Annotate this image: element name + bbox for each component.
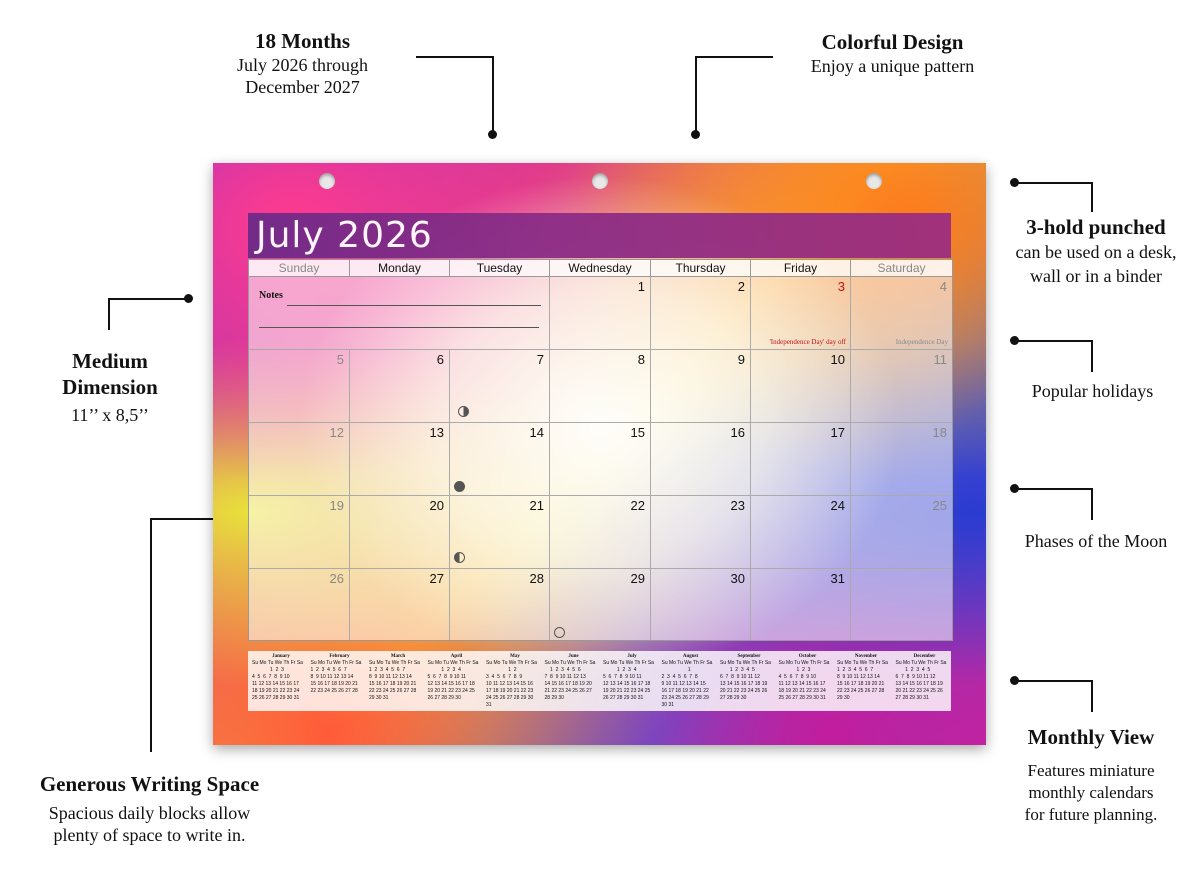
day-number: 8 <box>637 352 645 367</box>
leader-dot <box>1010 676 1019 685</box>
mini-month-row: 1 2 3 4 <box>427 667 461 673</box>
day-cell[interactable] <box>249 496 350 569</box>
day-number: 1 <box>637 279 645 294</box>
mini-month-row: Su Mo Tu We Th Fr Sa <box>486 660 537 666</box>
day-number: 27 <box>429 571 444 586</box>
mini-month <box>369 653 427 702</box>
mini-month-row: 27 28 29 30 31 <box>895 695 929 701</box>
mini-month-row: 14 15 16 17 18 19 20 <box>544 681 592 687</box>
day-cell[interactable] <box>350 569 450 640</box>
mini-month-row: 1 2 3 4 <box>603 667 637 673</box>
mini-month-row: 15 16 17 18 19 20 21 <box>837 681 885 687</box>
mini-month <box>486 653 544 709</box>
leader-line <box>1091 340 1093 372</box>
day-cell[interactable] <box>651 496 751 569</box>
callout-text: wall or in a binder <box>1030 266 1162 286</box>
mini-month-row: 16 17 18 19 20 21 22 <box>661 688 709 694</box>
day-cell[interactable] <box>450 569 550 640</box>
day-cell[interactable] <box>450 350 550 423</box>
day-number: 10 <box>830 352 845 367</box>
day-cell[interactable] <box>751 569 851 640</box>
mini-month-row: Su Mo Tu We Th Fr Sa <box>895 660 947 666</box>
leader-line <box>416 56 494 58</box>
day-header: Monday <box>350 260 450 277</box>
mini-month-row: 5 6 7 8 9 10 11 <box>603 674 642 680</box>
mini-month-row: 25 26 27 28 29 30 31 <box>252 695 300 701</box>
day-number: 11 <box>933 352 947 367</box>
mini-month-row: 4 5 6 7 8 9 10 <box>252 674 290 680</box>
leader-line <box>150 518 152 752</box>
day-cell[interactable] <box>249 569 350 640</box>
mini-month-row: 28 29 30 <box>544 695 564 701</box>
day-number: 29 <box>630 571 645 586</box>
mini-month-row: 1 2 3 4 5 6 <box>544 667 581 673</box>
day-header: Sunday <box>249 260 350 277</box>
mini-month-row: Su Mo Tu We Th Fr Sa <box>837 660 888 666</box>
day-cell[interactable] <box>550 496 651 569</box>
mini-month-row: 27 28 29 30 <box>720 695 747 701</box>
day-header: Wednesday <box>550 260 651 277</box>
mini-month-row: 26 27 28 29 30 <box>427 695 461 701</box>
day-number: 26 <box>329 571 344 586</box>
day-number: 16 <box>730 425 745 440</box>
callout-text: Phases of the Moon <box>1024 531 1168 551</box>
mini-month-row: 5 6 7 8 9 10 11 <box>427 674 467 680</box>
mini-month-row: 15 16 17 18 19 20 21 <box>369 681 417 687</box>
day-cell[interactable] <box>249 423 350 496</box>
day-number: 28 <box>529 571 544 586</box>
callout-text: for future planning. <box>1024 805 1158 824</box>
mini-month-row: 12 13 14 15 16 17 18 <box>427 681 475 687</box>
notes-line <box>287 305 541 306</box>
mini-month-row: 12 13 14 15 16 17 18 <box>603 681 651 687</box>
leader-dot <box>1010 484 1019 493</box>
callout-title: 18 Months <box>254 29 351 53</box>
mini-month-row: Su Mo Tu We Th Fr Sa <box>720 660 771 666</box>
leader-dot <box>1010 178 1019 187</box>
day-cell[interactable] <box>851 569 952 640</box>
mini-month-row: 1 2 3 4 5 <box>720 667 755 673</box>
mini-month-row: Su Mo Tu We Th Fr Sa <box>310 660 362 666</box>
leader-line <box>108 298 110 330</box>
leader-line <box>1091 680 1093 712</box>
day-cell[interactable] <box>651 350 751 423</box>
mini-calendar-strip <box>248 651 951 711</box>
day-cell[interactable] <box>751 350 851 423</box>
mini-month-row: 15 16 17 18 19 20 21 <box>310 681 358 687</box>
callout-text: Spacious daily blocks allow <box>48 803 251 823</box>
mini-month-row: 1 2 3 4 5 6 7 <box>369 667 406 673</box>
day-cell[interactable] <box>851 423 952 496</box>
mini-month-row: Su Mo Tu We Th Fr Sa <box>427 660 479 666</box>
month-header <box>248 213 951 258</box>
leader-line <box>492 56 494 134</box>
mini-month-row: 8 9 10 11 12 13 14 <box>310 674 354 680</box>
day-number: 6 <box>436 352 444 367</box>
callout-text: Popular holidays <box>1031 381 1154 401</box>
day-number: 20 <box>429 498 444 513</box>
callout-medium-dimension <box>40 348 180 426</box>
mini-month-row: 23 24 25 26 27 28 29 <box>661 695 709 701</box>
mini-month-row: 17 18 19 20 21 22 23 <box>486 688 534 694</box>
mini-month-title: March <box>390 654 406 659</box>
day-number: 18 <box>932 425 947 440</box>
day-header: Thursday <box>651 260 751 277</box>
callout-text: December 2027 <box>245 77 360 97</box>
mini-month-row: 22 23 24 25 26 27 28 <box>837 688 885 694</box>
day-cell[interactable] <box>851 350 952 423</box>
punch-hole <box>866 173 882 189</box>
mini-month-row: 21 22 23 24 25 26 27 <box>544 688 592 694</box>
mini-month-title: September <box>737 654 761 659</box>
day-number: 7 <box>536 352 544 367</box>
day-number: 25 <box>932 498 947 513</box>
mini-month-row: 29 30 31 <box>369 695 389 701</box>
mini-month-title: April <box>450 654 463 659</box>
mini-month-row: 22 23 24 25 26 27 28 <box>369 688 417 694</box>
mini-month-row: 1 2 <box>486 667 517 673</box>
day-number: 24 <box>830 498 845 513</box>
day-cell[interactable] <box>350 496 450 569</box>
day-number: 14 <box>529 425 544 440</box>
callout-text: plenty of space to write in. <box>53 825 246 845</box>
leader-dot <box>184 294 193 303</box>
day-number: 22 <box>630 498 645 513</box>
day-cell[interactable] <box>249 350 350 423</box>
mini-month-row: 1 2 3 4 5 6 7 <box>837 667 874 673</box>
callout-text: 11’’ x 8,5’’ <box>71 405 149 425</box>
callout-popular-holidays <box>1005 380 1180 402</box>
day-cell[interactable] <box>550 277 651 350</box>
callout-18-months <box>215 28 390 98</box>
mini-month <box>428 653 486 702</box>
day-cell[interactable] <box>651 423 751 496</box>
day-cell[interactable] <box>851 496 952 569</box>
leader-dot <box>691 130 700 139</box>
callout-3-hold-punched <box>998 214 1194 288</box>
mini-month-row: Su Mo Tu We Th Fr Sa <box>369 660 420 666</box>
leader-line <box>695 56 697 134</box>
day-cell[interactable] <box>350 350 450 423</box>
callout-text: Features miniature <box>1027 761 1155 780</box>
mini-month-row: 11 12 13 14 15 16 17 <box>252 681 299 687</box>
mini-month-row: 13 14 15 16 17 18 19 <box>895 681 943 687</box>
mini-month-title: June <box>568 654 579 659</box>
mini-month-row: 9 10 11 12 13 14 15 <box>661 681 706 687</box>
callout-title: Colorful Design <box>821 30 964 54</box>
new-moon-icon <box>554 627 565 638</box>
mini-month-row: 1 2 3 <box>778 667 811 673</box>
notes-line <box>259 327 539 328</box>
mini-month-title: February <box>329 654 350 659</box>
callout-text: can be used on a desk, <box>1015 242 1177 262</box>
mini-month-row: 4 5 6 7 8 9 10 <box>778 674 817 680</box>
callout-title: Dimension <box>62 375 158 399</box>
day-number: 13 <box>429 425 444 440</box>
day-number: 17 <box>830 425 845 440</box>
mini-month <box>545 653 603 702</box>
callout-text: Enjoy a unique pattern <box>810 56 975 76</box>
day-number: 23 <box>730 498 745 513</box>
mini-month-row: 7 8 9 10 11 12 13 <box>544 674 586 680</box>
mini-month <box>603 653 661 702</box>
callout-colorful-design <box>790 29 995 77</box>
day-cell[interactable] <box>751 277 851 350</box>
mini-month-row: 19 20 21 22 23 24 25 <box>603 688 651 694</box>
mini-month-row: 24 25 26 27 28 29 30 <box>486 695 534 701</box>
callout-title: 3-hold punched <box>1026 215 1166 239</box>
day-cell[interactable] <box>450 496 550 569</box>
mini-month-row: 22 23 24 25 26 27 28 <box>310 688 358 694</box>
day-header: Friday <box>751 260 851 277</box>
leader-line <box>695 56 773 58</box>
mini-month-row: 20 21 22 23 24 25 26 <box>895 688 943 694</box>
mini-month-row: Su Mo Tu We Th Fr Sa <box>661 660 713 666</box>
callout-title: Generous Writing Space <box>39 772 260 796</box>
mini-month-row: 1 2 3 <box>252 667 284 673</box>
day-number: 2 <box>737 279 745 294</box>
mini-month-row: 31 <box>486 702 492 708</box>
day-number: 31 <box>830 571 845 586</box>
leader-line <box>1015 680 1093 682</box>
leader-dot <box>488 130 497 139</box>
holiday-label: Independence Day <box>895 338 948 346</box>
callout-monthly-view <box>1003 724 1179 826</box>
punch-hole <box>592 173 608 189</box>
mini-month-row: Su Mo Tu We Th Fr Sa <box>778 660 830 666</box>
leader-line <box>1091 182 1093 212</box>
callout-phases-of-moon <box>1005 530 1187 552</box>
mini-month <box>720 653 778 702</box>
day-number: 3 <box>837 279 845 294</box>
day-cell[interactable] <box>550 423 651 496</box>
mini-month-row: 11 12 13 14 15 16 17 <box>778 681 826 687</box>
day-number: 9 <box>737 352 745 367</box>
mini-month-row: 6 7 8 9 10 11 12 <box>720 674 760 680</box>
callout-title: Medium <box>72 349 148 373</box>
callout-title: Monthly View <box>1027 725 1155 749</box>
mini-month-row: 2 3 4 5 6 7 8 <box>661 674 698 680</box>
day-cell[interactable] <box>550 569 651 640</box>
month-grid <box>248 259 953 641</box>
day-number: 19 <box>329 498 344 513</box>
day-cell[interactable] <box>350 423 450 496</box>
mini-month-title: October <box>798 654 817 659</box>
day-number: 5 <box>336 352 344 367</box>
callout-text: July 2026 through <box>236 55 368 75</box>
mini-month-row: 30 31 <box>661 702 675 708</box>
mini-month-row: Su Mo Tu We Th Fr Sa <box>252 660 303 666</box>
callout-text: monthly calendars <box>1028 783 1154 802</box>
mini-month-row: 26 27 28 29 30 31 <box>603 695 644 701</box>
mini-month-row: 3 4 5 6 7 8 9 <box>486 674 523 680</box>
mini-month-title: July <box>627 654 637 659</box>
mini-month-title: January <box>272 654 290 659</box>
mini-month <box>662 653 720 709</box>
mini-month-row: Su Mo Tu We Th Fr Sa <box>544 660 596 666</box>
month-title: July 2026 <box>256 215 433 256</box>
mini-month-row: Su Mo Tu We Th Fr Sa <box>603 660 654 666</box>
mini-month-row: 1 2 3 4 5 <box>895 667 931 673</box>
day-number: 30 <box>730 571 745 586</box>
mini-month-row: 18 19 20 21 22 23 24 <box>778 688 826 694</box>
mini-month-row: 13 14 15 16 17 18 19 <box>720 681 768 687</box>
day-cell[interactable] <box>751 496 851 569</box>
mini-month <box>779 653 837 702</box>
mini-month-row: 10 11 12 13 14 15 16 <box>486 681 533 687</box>
day-cell[interactable] <box>450 423 550 496</box>
holiday-label: 'Independence Day' day off <box>769 338 846 346</box>
mini-month-row: 29 30 <box>837 695 850 701</box>
mini-month-title: December <box>913 654 936 659</box>
day-cell[interactable] <box>550 350 651 423</box>
mini-month-row: 25 26 27 28 29 30 31 <box>778 695 826 701</box>
mini-month <box>252 653 310 702</box>
day-header: Tuesday <box>450 260 550 277</box>
last-quarter-moon-icon <box>454 552 465 563</box>
leader-line <box>1015 182 1093 184</box>
day-number: 4 <box>939 279 947 294</box>
day-number: 12 <box>329 425 344 440</box>
day-cell[interactable] <box>651 277 751 350</box>
mini-month-row: 8 9 10 11 12 13 14 <box>369 674 412 680</box>
callout-writing-space <box>22 771 277 846</box>
mini-month-title: August <box>682 654 699 659</box>
mini-month-row: 18 19 20 21 22 23 24 <box>252 688 300 694</box>
day-cell[interactable] <box>851 277 952 350</box>
leader-line <box>1015 340 1093 342</box>
mini-month-title: May <box>510 654 520 659</box>
punch-hole <box>319 173 335 189</box>
full-moon-icon <box>454 481 465 492</box>
desk-calendar <box>213 163 986 745</box>
notes-label: Notes <box>259 290 283 301</box>
mini-month-row: 19 20 21 22 23 24 25 <box>427 688 475 694</box>
first-quarter-moon-icon <box>458 406 469 417</box>
mini-month-title: November <box>854 654 878 659</box>
mini-month-row: 8 9 10 11 12 13 14 <box>837 674 880 680</box>
mini-month <box>896 653 954 702</box>
mini-month <box>837 653 895 702</box>
leader-line <box>1015 488 1093 490</box>
mini-month-row: 20 21 22 23 24 25 26 <box>720 688 768 694</box>
mini-month <box>311 653 369 695</box>
day-number: 21 <box>529 498 544 513</box>
mini-month-row: 1 <box>661 667 691 673</box>
day-cell[interactable] <box>751 423 851 496</box>
leader-line <box>1091 488 1093 520</box>
mini-month-row: 6 7 8 9 10 11 12 <box>895 674 936 680</box>
leader-line <box>108 298 188 300</box>
leader-dot <box>1010 336 1019 345</box>
notes-cell[interactable] <box>249 277 550 350</box>
mini-month-row: 1 2 3 4 5 6 7 <box>310 667 347 673</box>
day-header: Saturday <box>851 260 952 277</box>
day-number: 15 <box>630 425 645 440</box>
day-cell[interactable] <box>651 569 751 640</box>
